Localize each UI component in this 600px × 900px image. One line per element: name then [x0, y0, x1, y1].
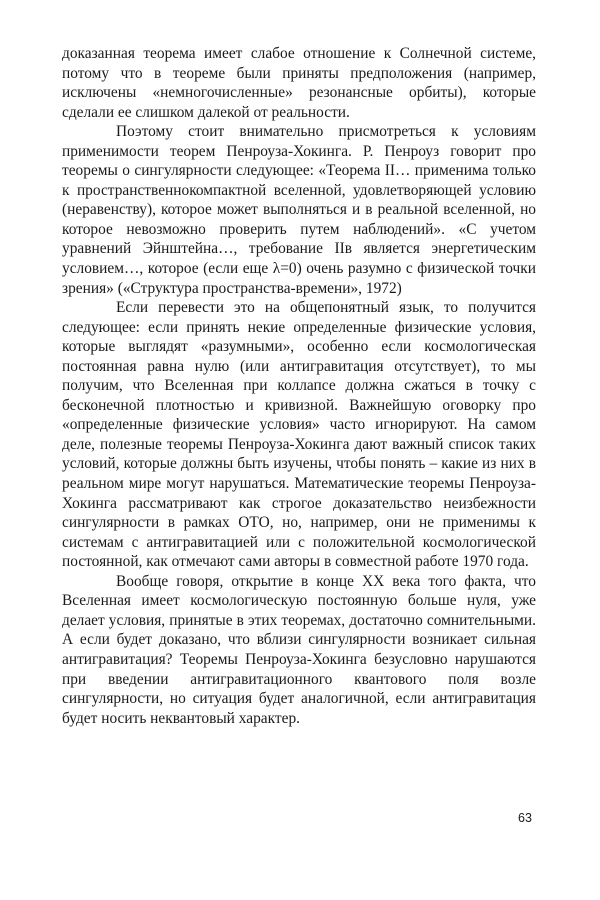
page-body [62, 44, 536, 728]
paragraph-1: доказанная теорема имеет слабое отношение к Солнечной системе, потому что в теореме были приняты предположения (например, исключены «немногочисленные» резонансные орбиты), которые сделали ее слишком далекой от реальности. [62, 45, 536, 121]
paragraph-2: Поэтому стоит внимательно присмотреться к условиям применимости теорем Пенроуза-Хокинга. Р. Пенроуз говорит про теоремы о сингулярности следующее: «Теорема II… применима только к пространственнокомпактной вселенной, удовлетворяющей условию (неравенству), которое может выполняться и в реальной вселенной, но которое невозможно проверить путем наблюдений». «С учетом уравнений Эйнштейна…, требование IIв является энергетическим условием…, которое (если еще λ=0) очень разумно с физической точки зрения» («Структура пространства-времени», 1972) [62, 123, 536, 297]
paragraph-3: Если перевести это на общепонятный язык, то получится следующее: если принять некие определенные физические условия, которые выглядят «разумными», особенно если космологическая постоянная равна нулю (или антигравитация отсутствует), то мы получим, что Вселенная при коллапсе должна сжаться в точку с бесконечной плотностью и кривизной. Важнейшую оговорку про «определенные физические условия» часто игнорируют. На самом деле, полезные теоремы Пенроуза-Хокинга дают важный список таких условий, которые должны быть изучены, чтобы понять – какие из них в реальном мире могут нарушаться. Математические теоремы Пенроуза-Хокинга рассматривают как строгое доказательство неизбежности сингулярности в рамках ОТО, но, например, они не применимы к системам с антигравитацией или с положительной космологической постоянной, как отмечают сами авторы в совместной работе 1970 года. [62, 299, 536, 571]
paragraph-4: Вообще говоря, открытие в конце XX века того факта, что Вселенная имеет космологическую постоянную больше нуля, уже делает условия, принятые в этих теоремах, достаточно сомнительными. А если будет доказано, что вблизи сингулярности возникает сильная антигравитация? Теоремы Пенроуза-Хокинга безусловно нарушаются при введении антигравитационного квантового поля возле сингулярности, но ситуация будет аналогичной, если антигравитация будет носить неквантовый характер. [62, 572, 536, 727]
page-number: 63 [518, 811, 532, 825]
